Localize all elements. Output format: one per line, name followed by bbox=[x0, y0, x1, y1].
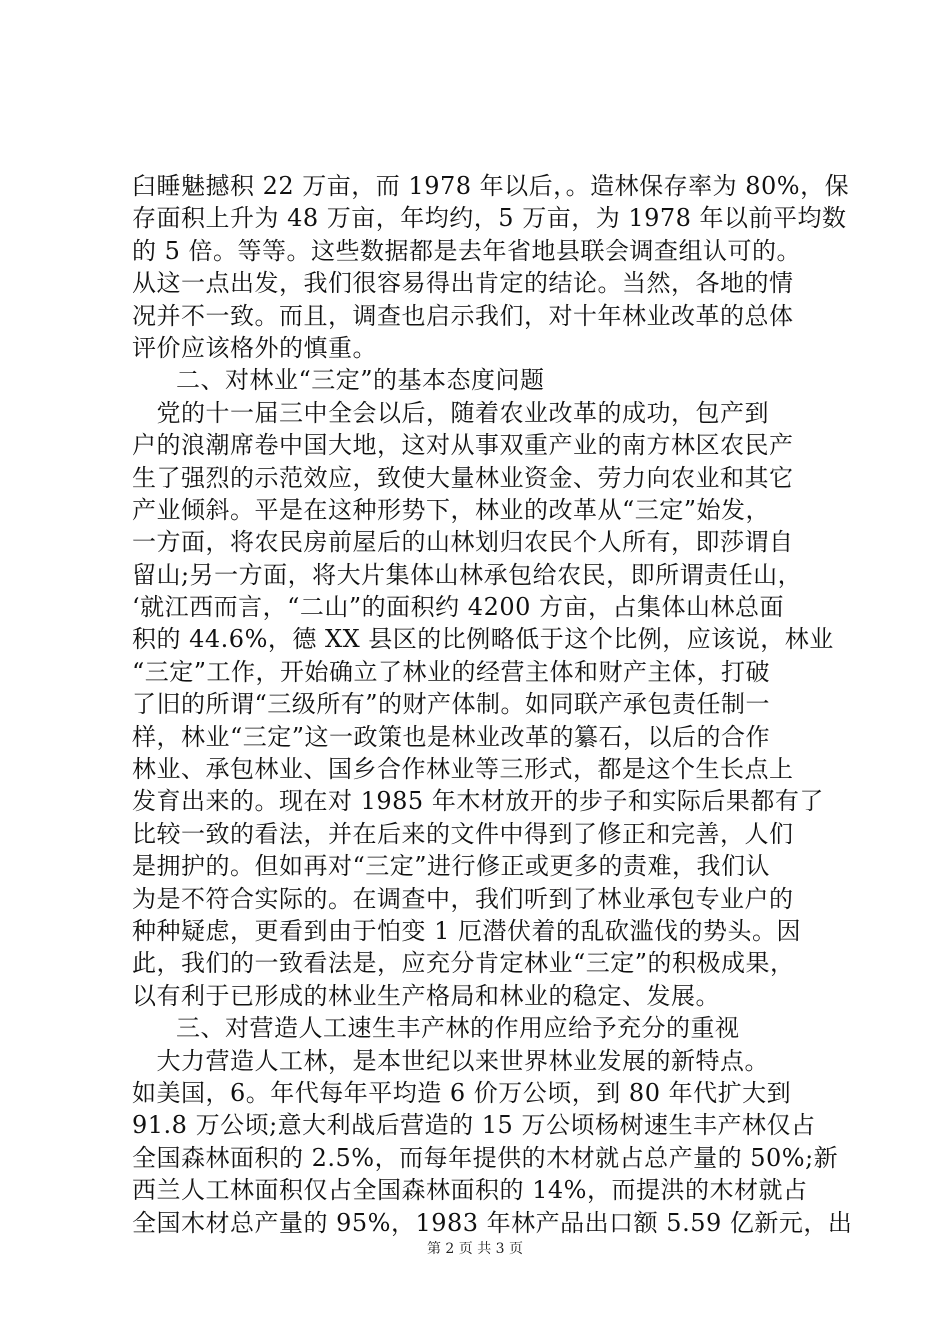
text-line: 比较一致的看法，并在后来的文件中得到了修正和完善，人们 bbox=[132, 819, 794, 848]
section-heading-3: 三、对营造人工速生丰产林的作用应给予充分的重视 bbox=[176, 1014, 740, 1043]
text-line: 的 5 倍。等等。这些数据都是去年省地县联会调查组认可的。 bbox=[132, 236, 802, 265]
text-line: 产业倾斜。平是在这种形势下，林业的改革从“三定”始发， bbox=[132, 495, 771, 524]
text-line: 户的浪潮席卷中国大地，这对从事双重产业的南方林区农民产 bbox=[132, 431, 794, 460]
text-line: 为是不符合实际的。在调查中，我们听到了林业承包专业户的 bbox=[132, 884, 794, 913]
text-line: 留山;另一方面，将大片集体山林承包给农民，即所谓责任山， bbox=[132, 560, 803, 589]
section-heading-2: 二、对林业“三定”的基本态度问题 bbox=[176, 366, 545, 395]
text-line: 西兰人工林面积仅占全国森林面积的 14%，而提洪的木材就占 bbox=[132, 1176, 808, 1205]
text-line: 此，我们的一致看法是，应充分肯定林业“三定”的积极成果， bbox=[132, 949, 795, 978]
text-line: 从这一点出发，我们很容易得出肯定的结论。当然，各地的情 bbox=[132, 269, 794, 298]
text-line: 评价应该格外的慎重。 bbox=[132, 333, 377, 362]
text-line: ‘就江西而言，“二山”的面积约 4200 方亩，占集体山林总面 bbox=[132, 593, 785, 622]
text-line: 臼睡魅撼积 22 万亩，而 1978 年以后，。造林保存率为 80%，保 bbox=[132, 172, 850, 200]
text-line: 样，林业“三定”这一政策也是林业改革的纂石，以后的合作 bbox=[132, 722, 771, 751]
body-text bbox=[132, 170, 853, 1239]
text-line: 种种疑虑，更看到由于怕变 1 厄潜伏着的乱砍滥伐的势头。因 bbox=[132, 916, 802, 945]
text-line: 一方面，将农民房前屋后的山林划归农民个人所有，即莎谓自 bbox=[132, 528, 794, 557]
text-line: 林业、承包林业、国乡合作林业等三形式，都是这个生长点上 bbox=[132, 755, 794, 784]
text-line: 大力营造人工林，是本世纪以来世界林业发展的新特点。 bbox=[132, 1046, 769, 1075]
text-line: 全国木材总产量的 95%，1983 年林产品出口额 5.59 亿新元，出 bbox=[132, 1208, 853, 1237]
text-line: 党的十一届三中全会以后，随着农业改革的成功，包产到 bbox=[132, 398, 769, 427]
text-line: 生了强烈的示范效应，致使大量林业资金、劳力向农业和其它 bbox=[132, 463, 794, 492]
page-footer: 第 2 页 共 3 页 bbox=[426, 1241, 524, 1257]
text-line: 全国森林面积的 2.5%，而每年提供的木材就占总产量的 50%;新 bbox=[132, 1143, 839, 1172]
text-line: “三定”工作，开始确立了林业的经营主体和财产主体，打破 bbox=[132, 657, 771, 686]
text-line: 发育出来的。现在对 1985 年木材放开的步子和实际后果都有了 bbox=[132, 787, 824, 816]
text-line: 是拥护的。但如再对“三定”进行修正或更多的责难，我们认 bbox=[132, 852, 771, 881]
text-line: 如美国，6。年代每年平均造 6 价万公顷，到 80 年代扩大到 bbox=[132, 1078, 792, 1107]
text-line: 91.8 万公顷;意大利战后营造的 15 万公顷杨树速生丰产林仅占 bbox=[132, 1111, 816, 1140]
text-line: 以有利于已形成的林业生产格局和林业的稳定、发展。 bbox=[132, 981, 720, 1010]
text-line: 积的 44.6%，德 XX 县区的比例略低于这个比例，应该说，林业 bbox=[132, 625, 834, 654]
text-line: 存面积上升为 48 万亩，年均约，5 万亩，为 1978 年以前平均数 bbox=[132, 204, 847, 233]
text-line: 况并不一致。而且，调查也启示我们，对十年林业改革的总体 bbox=[132, 301, 794, 330]
text-line: 了旧的所谓“三级所有”的财产体制。如同联产承包责任制一 bbox=[132, 690, 771, 719]
